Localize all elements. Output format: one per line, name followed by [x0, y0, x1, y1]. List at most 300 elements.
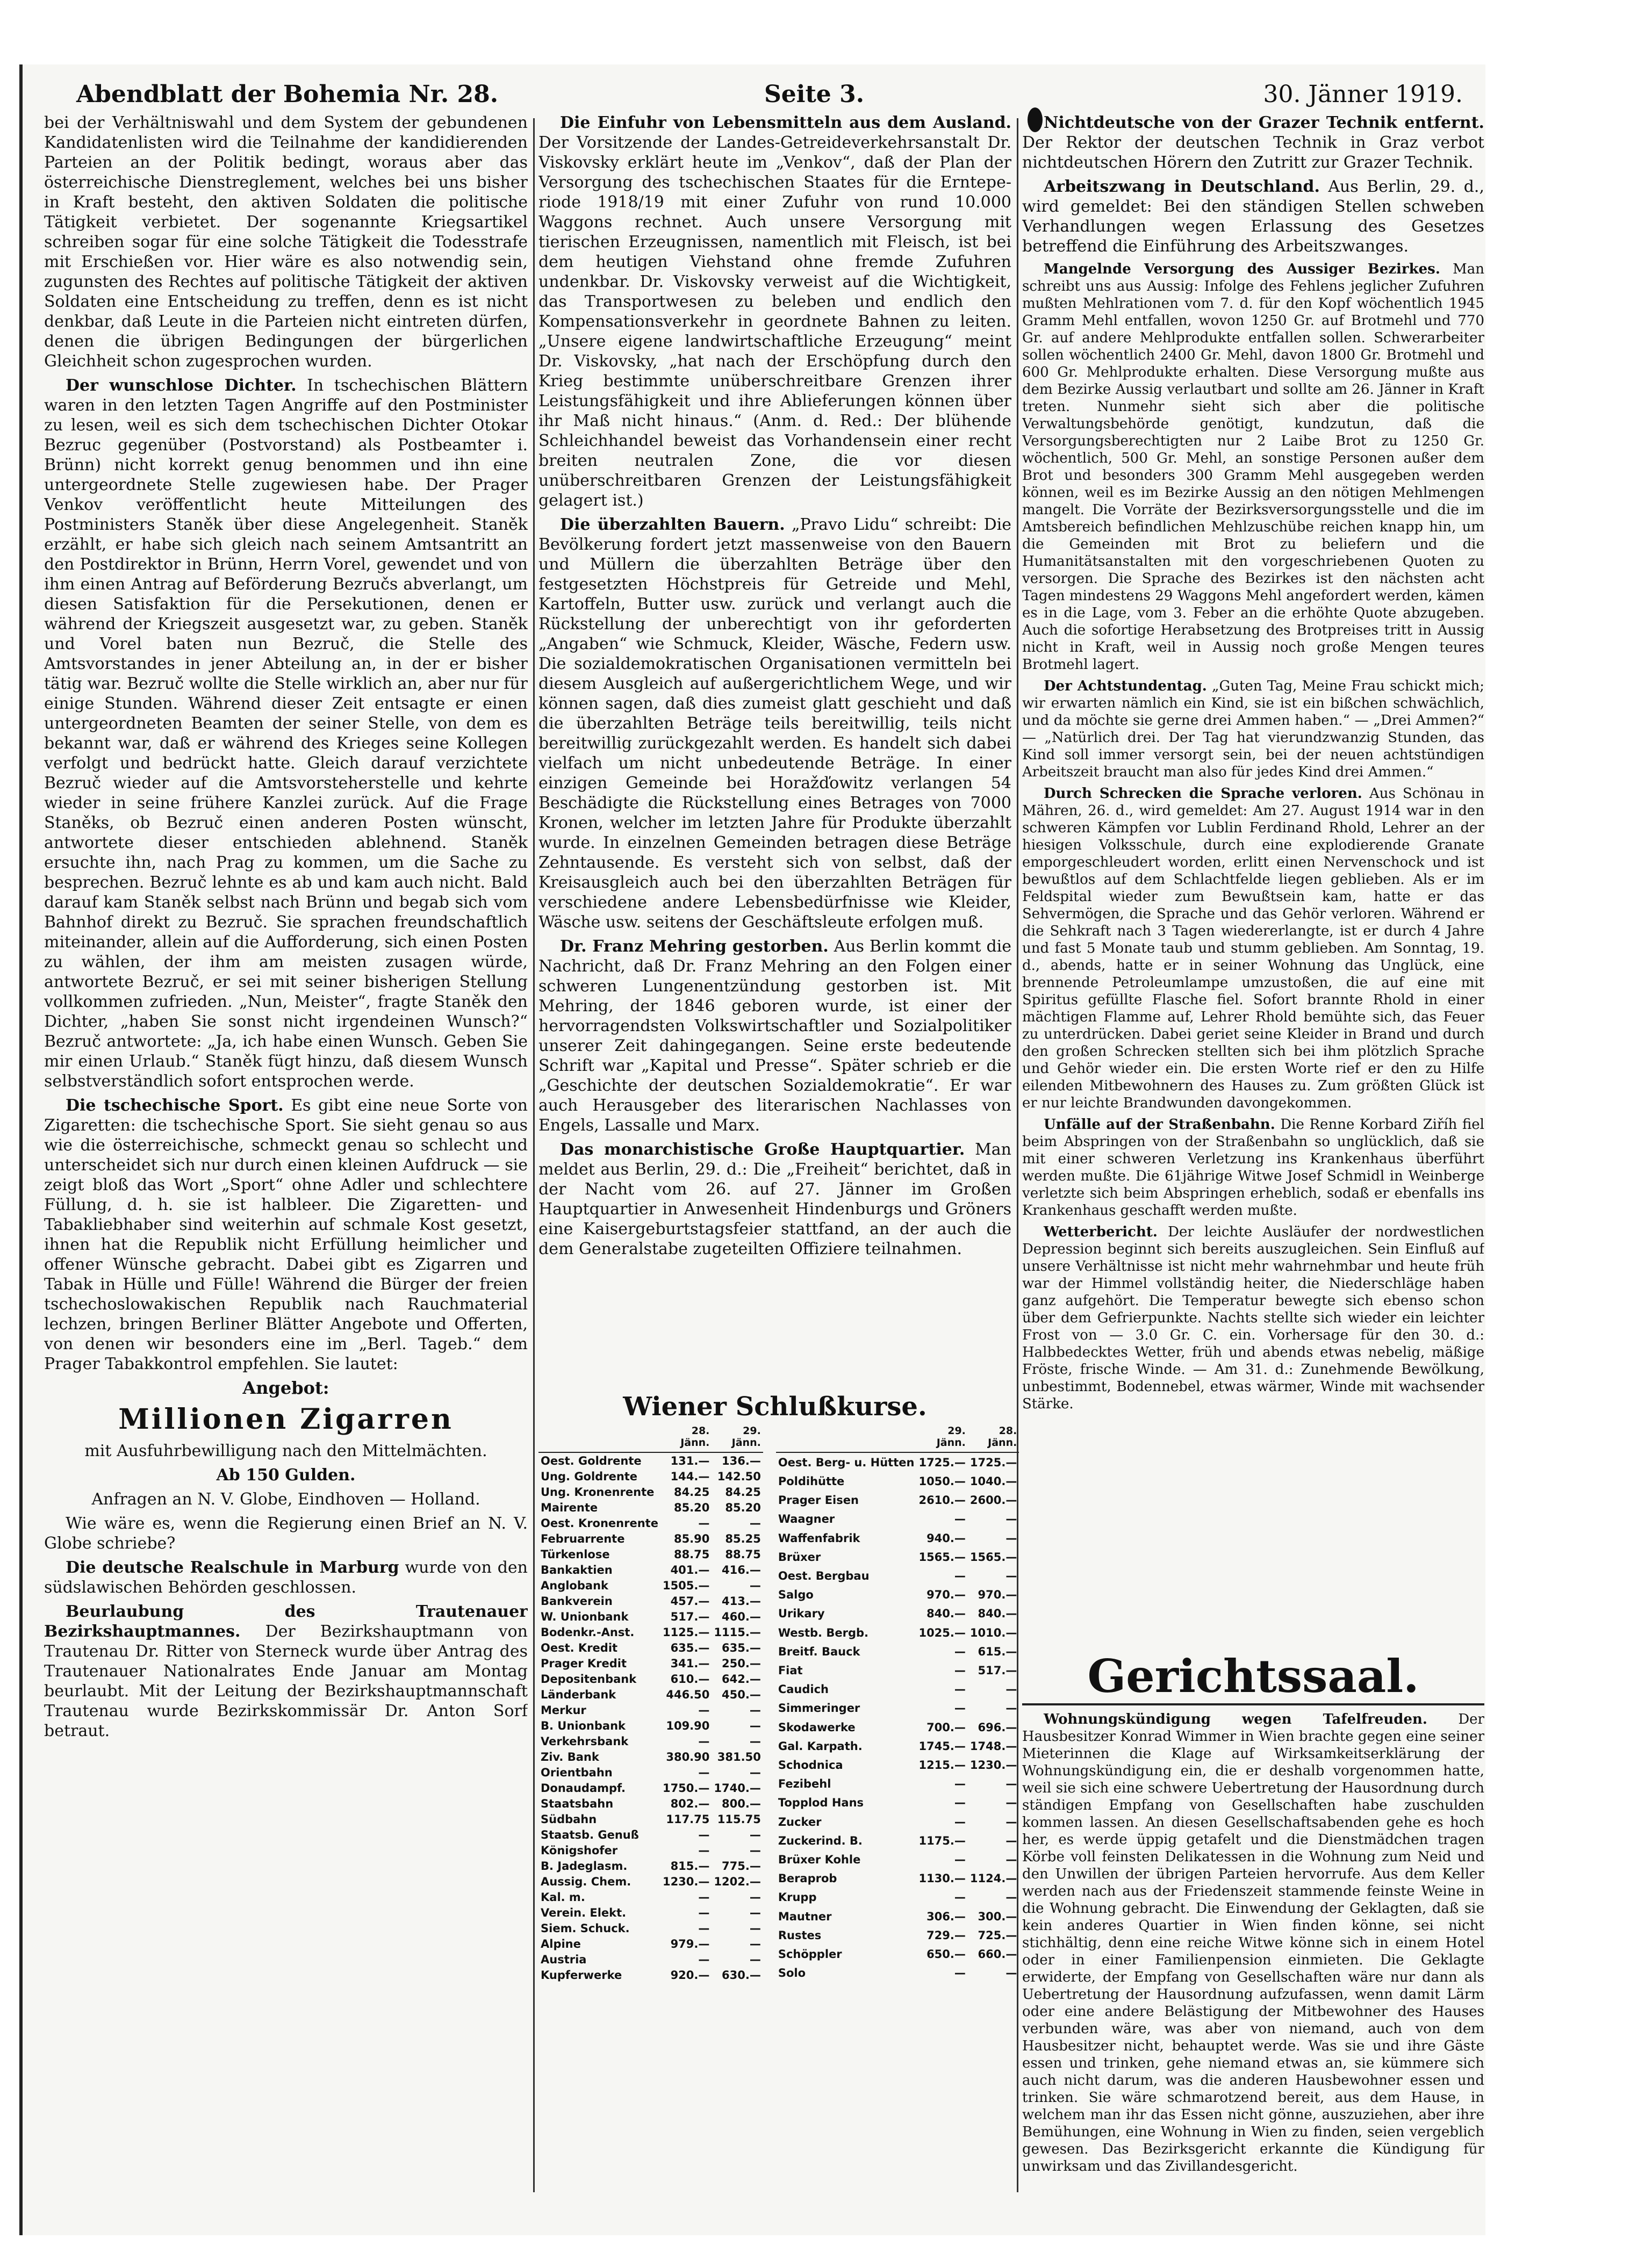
stock-price: 1124.—: [969, 1872, 1017, 1885]
page-header: [55, 70, 1463, 118]
article: [538, 1140, 1011, 1259]
stock-price: 300.—: [978, 1910, 1017, 1923]
stock-price: 115.75: [717, 1812, 761, 1826]
stock-price: 109.90: [666, 1719, 710, 1732]
stock-price: 1745.—: [918, 1739, 966, 1753]
table-row: [538, 1468, 763, 1484]
table-row: [776, 1869, 1019, 1888]
stock-price: —: [1005, 1531, 1017, 1545]
article-text: Der Hausbesitzer Konrad Wimmer in Wien brachte gegen eine seiner Mieterinnen die Klage auf Wirksamkeitserklärung der Wohnungskündigung ein, die er deshalb vorgenommen hatte, weil sie sich eine schwere Uebertretung der Hausordnung durch ständigen Empfang von Gesellschaften habe zuschulden kommen lassen. An diesen Gesellschaftsabenden gehe es hoch her, es werde üppig getafelt und die Dienstmädchen tragen Körbe voll feinsten Delikatessen in die Wohnung zum Neid und den Unwillen der übrigen Parteien hervorrufe. Aus dem Keller werden nach aus der Friedenszeit stammende feinste Weine in die Wohnung gebracht. Die Einwendung der Geklagten, daß sie kein anderes Quartier in Wien finden könne, sei nicht stichhältig, denn eine reiche Witwe könne sich in einem Hotel oder in einer Familienpension einmieten. Die Geklagte erwiderte, der Empfang von Gesellschaften wäre nur dann als Uebertretung der Hausordnung aufzufassen, wenn damit Lärm oder eine andere Belästigung der Mitbewohner des Hauses verbunden wäre, was aber von niemand, auch von dem Hausbesitzer nicht, behauptet werde. Was sie und ihre Gäste essen und trinken, gehe niemand etwas an, sie kümmere sich auch nicht darum, was die anderen Hausbewohner essen und trinken. Sie wäre schmarotzend bereit, aus dem Hause, in welchem man ihr das Essen nicht gönne, auszuziehen, aber ihre Bemühungen, eine Wohnung in Wien zu finden, seien vergeblich gewesen. Das Bezirksgericht erkannte die Kündigung für unwirksam und das Zivillandesgericht.: [1022, 1711, 1484, 2175]
article-headline: Die überzahlten Bauern.: [560, 515, 785, 534]
article: [1022, 1711, 1484, 2175]
stock-name: Kal. m.: [541, 1890, 585, 1904]
table-row: [776, 1604, 1019, 1623]
stock-price: 635.—: [670, 1641, 710, 1654]
table-row: [776, 1699, 1019, 1718]
column-2: [538, 113, 1011, 1381]
article-text: Der Bezirkshauptmann von Trautenau Dr. Ritter von Sterneck wurde über Antrag des Trautenauer Nationalrates Ende Januar am Montag beurlaubt. Mit der Leitung der Bezirkshauptmannschaft Trautenau wurde Bezirkskommissär Dr. Anton Sorf betraut.: [44, 1622, 528, 1740]
stock-name: Oest. Goldrente: [541, 1454, 642, 1467]
stock-price: —: [698, 1703, 710, 1717]
stock-name: Oest. Kronenrente: [541, 1516, 658, 1530]
table-row: [538, 1858, 763, 1874]
stock-price: 85.20: [673, 1501, 710, 1514]
stock-price: 416.—: [722, 1563, 761, 1576]
stock-price: —: [698, 1734, 710, 1748]
table-row: [538, 1920, 763, 1936]
stock-name: Siem. Schuck.: [541, 1921, 630, 1935]
article-headline: Nichtdeutsche von der Grazer Technik entfernt.: [1044, 113, 1484, 132]
stock-name: Staatsbahn: [541, 1797, 614, 1810]
article-headline: Der Achtstundentag.: [1044, 678, 1207, 694]
table-row: [776, 1907, 1019, 1926]
stock-quotes: [538, 1392, 1017, 2208]
table-row: [538, 1718, 763, 1733]
stock-price: 1725.—: [918, 1456, 966, 1469]
stock-price: 450.—: [722, 1688, 761, 1701]
stock-name: Ziv. Bank: [541, 1750, 599, 1763]
stock-price: —: [954, 1891, 966, 1904]
stock-price: —: [1005, 1569, 1017, 1583]
table-row: [538, 1936, 763, 1952]
stock-name: Türkenlose: [541, 1547, 610, 1561]
table-row: [538, 1952, 763, 1967]
stock-name: Rustes: [778, 1928, 822, 1942]
stock-name: Austria: [541, 1953, 587, 1966]
table-row: [776, 1642, 1019, 1661]
article-text: bei der Verhältniswahl und dem System der gebundenen Kandidatenlisten wird die Teilnahme der kandidierenden Parteien an der Politik bedingt, woraus aber das österreichische Dienstreglement, welches bei uns bisher in Kraft besteht, den aktiven Soldaten die politische Tätigkeit verbietet. Der sogenannte Kriegsartikel schreiben sogar für eine solche Tätigkeit die Todesstrafe mit Erschießen vor. Hier wäre es also notwendig sein, zugunsten des Rechtes auf politische Tätigkeit der aktiven Soldaten eine Entscheidung zu treffen, denn es ist nicht denkbar, daß Leute in die Parteien nicht eintreten dürfen, denen die übrigen Bedingungen der bürgerlichen Gleichheit schon zugesprochen wurden.: [44, 113, 528, 371]
article-headline: Dr. Franz Mehring gestorben.: [560, 937, 829, 956]
stock-price: —: [698, 1766, 710, 1779]
column-header: 28. Jänn.: [660, 1425, 712, 1452]
article: [1022, 785, 1484, 1112]
article: [1022, 678, 1484, 781]
stock-name: Westb. Bergb.: [778, 1626, 868, 1639]
stock-price: 1175.—: [918, 1834, 966, 1847]
stock-price: 729.—: [926, 1928, 966, 1942]
article: [538, 937, 1011, 1135]
stock-price: —: [749, 1734, 761, 1748]
stock-name: Fezibehl: [778, 1777, 831, 1791]
stock-name: Aussig. Chem.: [541, 1875, 631, 1888]
table-row: [776, 1812, 1019, 1831]
stock-price: 84.25: [725, 1485, 761, 1499]
stock-price: —: [954, 1796, 966, 1810]
stock-price: 144.—: [670, 1470, 710, 1483]
stock-price: 517.—: [978, 1664, 1017, 1677]
stock-price: —: [954, 1815, 966, 1828]
stock-price: —: [749, 1844, 761, 1857]
stock-price: —: [749, 1766, 761, 1779]
stock-price: 802.—: [670, 1797, 710, 1810]
stock-price: —: [1005, 1796, 1017, 1810]
article-headline: Durch Schrecken die Sprache verloren.: [1044, 786, 1362, 802]
table-header-row: [776, 1425, 1019, 1452]
article: [1022, 177, 1484, 256]
stock-name: Brüxer: [778, 1550, 821, 1564]
article-text: Aus Schönau in Mähren, 26. d., wird gemeldet: Am 27. August 1914 war in den schweren Kämpfen vor Lublin Ferdinand Rhold, Lehrer an der hiesigen Volksschule, durch eine explodierende Granate emporgeschleudert worden, erlitt einen Nervenschock und ist bewußtlos auf dem Schlachtfelde liegen geblieben. Als er im Feldspital wieder zum Bewußtsein kam, hatte er das Sehvermögen, die Sprache und das Gehör verloren. Während er die Sehkraft nach 3 Tagen wiedererlangte, ist er durch 4 Jahre und fast 5 Monate taub und stumm geblieben. Am Sonntag, 19. d., abends, hatte er in seiner Wohnung das Unglück, eine brennende Petroleumlampe umzustoßen, die auf eine mit Spiritus gefüllte Flasche fiel. Sofort brannte Rhold in einer mächtigen Flamme auf, Lehrer Rhold bemühte sich, das Feuer zu unterdrücken. Dabei geriet seine Kleider in Brand und durch den großen Schrecken stellten sich bei ihm plötzlich Sprache und Gehör wieder ein. Die ersten Worte rief er den zu Hilfe eilenden Mitbewohnern des Hauses zu. Zum größten Glück ist er nur leichte Brandwunden davongekommen.: [1022, 786, 1484, 1111]
article-text: Wie wäre es, wenn die Regierung einen Brief an N. V. Globe schriebe?: [44, 1514, 528, 1553]
stock-price: —: [1005, 1815, 1017, 1828]
stock-price: —: [1005, 1702, 1017, 1715]
stock-name: Waagner: [778, 1513, 835, 1526]
stock-quotes-title: Wiener Schlußkurse.: [623, 1392, 927, 1422]
table-row: [538, 1780, 763, 1796]
stock-price: 380.90: [666, 1750, 710, 1763]
stock-price: 250.—: [722, 1657, 761, 1670]
article-headline: Unfälle auf der Straßenbahn.: [1044, 1117, 1275, 1133]
table-row: [776, 1888, 1019, 1907]
stock-price: —: [1005, 1834, 1017, 1847]
stock-price: 1050.—: [918, 1475, 966, 1488]
table-row: [538, 1765, 763, 1780]
table-row: [538, 1515, 763, 1531]
stock-price: —: [749, 1953, 761, 1966]
table-row: [538, 1531, 763, 1546]
stock-name: Ung. Kronenrente: [541, 1485, 655, 1499]
stock-price: 1115.—: [714, 1625, 761, 1639]
stock-price: 341.—: [670, 1657, 710, 1670]
article-headline: Wohnungskündigung wegen Tafelfreuden.: [1044, 1711, 1427, 1727]
table-row: [538, 1546, 763, 1562]
stock-price: —: [954, 1645, 966, 1658]
stock-price: —: [1005, 1891, 1017, 1904]
stock-price: 979.—: [670, 1937, 710, 1950]
table-row: [538, 1562, 763, 1578]
table-row: [538, 1967, 763, 1983]
table-row: [538, 1905, 763, 1920]
stock-table-right: [776, 1425, 1019, 1983]
stock-price: 1215.—: [918, 1759, 966, 1772]
stock-price: 1740.—: [714, 1781, 761, 1795]
stock-price: 1230.—: [662, 1875, 710, 1888]
stock-price: —: [698, 1890, 710, 1904]
stock-price: 85.20: [725, 1501, 761, 1514]
stock-price: —: [698, 1516, 710, 1530]
stock-name: Königshofer: [541, 1844, 618, 1857]
stock-price: —: [698, 1953, 710, 1966]
stock-name: Verein. Elekt.: [541, 1906, 627, 1919]
stock-price: 1025.—: [918, 1626, 966, 1639]
article: [538, 113, 1011, 510]
stock-name: Oest. Berg- u. Hütten: [778, 1456, 915, 1469]
stock-price: —: [1005, 1513, 1017, 1526]
stock-price: —: [954, 1569, 966, 1583]
stock-price: —: [698, 1906, 710, 1919]
table-row: [776, 1566, 1019, 1585]
article-headline: Der wunschlose Dichter.: [66, 376, 297, 395]
stock-price: 381.50: [717, 1750, 761, 1763]
table-row: [776, 1452, 1019, 1472]
stock-price: 401.—: [670, 1563, 710, 1576]
stock-name: Anglobank: [541, 1579, 608, 1592]
stock-name: Südbahn: [541, 1812, 597, 1826]
stock-name: Schöppler: [778, 1948, 842, 1961]
stock-name: Merkur: [541, 1703, 586, 1717]
stock-price: 970.—: [926, 1588, 966, 1602]
article-text: „Pravo Lidu“ schreibt: Die Bevölkerung fordert jetzt massenweise von den Bauern und Müllern die überzahlten Beträge über den festgesetzten Höchstpreis für Getreide und Mehl, Kartoffeln, Butter usw. zurück und verlangt auch die Rückstellung der unberechtigt von ihr geforderten „Angaben“ wie Schmuck, Kleider, Wäsche, Federn usw. Die sozialdemokratischen Organisationen vermitteln bei diesem Ausgleich auf außergerichtlichem Wege, und wir können sagen, daß dies zumeist glatt geschieht und daß die überzahlten Beträge teils bereitwillig, teils nicht bereitwillig zurückgezahlt werden. Es handelt sich dabei vielfach um nicht unbedeutende Beträge. In einer einzigen Gemeinde bei Horažďowitz verlangen 54 Beschädigte die Rückstellung eines Betrages von 7000 Kronen, welcher im letzten Jahre für Produkte überzahlt wurde. In einzelnen Gemeinden betragen diese Beträge Zehntausende. Es versteht sich von selbst, daß der Kreisausgleich auch bei den überzahlten Beträgen für verschiedene andere Lebensbedürfnisse wie Kleider, Wäsche usw. seitens der Geschäftsleute erfolgen muß.: [538, 515, 1011, 932]
article-headline: Die deutsche Realschule in Marburg: [66, 1558, 399, 1577]
stock-price: 413.—: [722, 1594, 761, 1608]
table-row: [538, 1484, 763, 1500]
ad-line: Anfragen an N. V. Globe, Eindhoven — Holland.: [91, 1490, 480, 1509]
article-text: Der Vorsitzende der Landes-Getreideverkehrsanstalt Dr. Viskovsky erklärt heute im „Venkov“, daß der Plan der Versorgung des tschechischen Staates für die Erntepe-riode 1918/19 mit einer Zufuhr von rund 10.000 Waggons rechnet. Auch unsere Versorgung mit tierischen Erzeugnissen, namentlich mit Fleisch, ist bei dem heutigen Viehstand ohne fremde Zufuhren undenkbar. Dr. Viskovsky verweist auf die Wichtigkeit, das Transportwesen zu beleben und endlich den Kompensationsverkehr in geordnete Bahnen zu leiten. „Unsere eigene landwirtschaftliche Erzeugung“ meint Dr. Viskovsky, „hat nach der Erschöpfung durch den Krieg bestimmte unüberschreitbare Grenzen ihrer Leistungsfähigkeit und ihre Ablieferungen können über ihr Maß nicht hinaus.“ (Anm. d. Red.: Der blühende Schleichhandel beweist das Vorhandensein einer recht breiten neutralen Zone, die vor diesen unüberschreitbaren Grenzen der Leistungsfähigkeit gelagert ist.): [538, 133, 1011, 510]
article-headline: Das monarchistische Große Hauptquartier.: [560, 1140, 965, 1159]
stock-name: Mautner: [778, 1910, 832, 1923]
stock-name: Alpine: [541, 1937, 581, 1950]
table-row: [538, 1733, 763, 1749]
stock-name: Gal. Karpath.: [778, 1739, 863, 1753]
table-row: [538, 1796, 763, 1811]
column-header: [538, 1425, 660, 1452]
stock-price: —: [749, 1719, 761, 1732]
stock-price: 1565.—: [969, 1550, 1017, 1564]
stock-price: 660.—: [978, 1948, 1017, 1961]
article: [1022, 113, 1484, 172]
stock-price: —: [749, 1921, 761, 1935]
stock-price: 610.—: [670, 1672, 710, 1686]
stock-price: 142.50: [717, 1470, 761, 1483]
table-row: [538, 1452, 763, 1468]
stock-name: Brüxer Kohle: [778, 1853, 861, 1867]
stock-table-left: [538, 1425, 763, 1983]
stock-price: 615.—: [978, 1645, 1017, 1658]
ad-headline: Millionen Zigarren: [118, 1403, 454, 1436]
table-row: [538, 1702, 763, 1718]
stock-name: B. Unionbank: [541, 1719, 626, 1732]
stock-name: Februarrente: [541, 1532, 625, 1545]
stock-price: —: [1005, 1853, 1017, 1867]
table-row: [538, 1687, 763, 1702]
table-row: [538, 1842, 763, 1858]
stock-name: Donaudampf.: [541, 1781, 626, 1795]
table-row: [776, 1850, 1019, 1869]
stock-name: Zucker: [778, 1815, 822, 1828]
table-row: [538, 1640, 763, 1655]
table-row: [538, 1578, 763, 1593]
table-row: [776, 1794, 1019, 1812]
stock-name: Prager Eisen: [778, 1494, 859, 1507]
stock-price: 88.75: [673, 1547, 710, 1561]
table-row: [776, 1529, 1019, 1547]
stock-price: 88.75: [725, 1547, 761, 1561]
stock-price: 970.—: [978, 1588, 1017, 1602]
stock-name: Beraprob: [778, 1872, 837, 1885]
table-row: [776, 1737, 1019, 1755]
article-headline: Arbeitszwang in Deutschland.: [1044, 177, 1320, 196]
stock-price: 1750.—: [662, 1781, 710, 1795]
stock-price: —: [749, 1906, 761, 1919]
stock-price: —: [749, 1828, 761, 1841]
stock-price: 1040.—: [969, 1475, 1017, 1488]
table-row: [776, 1586, 1019, 1604]
table-row: [776, 1491, 1019, 1510]
stock-name: Waffenfabrik: [778, 1531, 860, 1545]
table-row: [538, 1827, 763, 1842]
ad-line: Ab 150 Gulden.: [216, 1466, 356, 1485]
stock-price: —: [954, 1777, 966, 1791]
article-text: Es gibt eine neue Sorte von Zigaretten: die tschechische Sport. Sie sieht genau so aus wie die österreichische, schmeckt genau so schlecht und unterscheidet sich nur durch einen kleinen Aufdruck — sie zeigt bloß das Wort „Sport“ ohne Adler und schlechtere Füllung, d. h. sie ist halbleer. Die Zigaretten- und Tabakliebhaber sind weiterhin auf schmale Kost gesetzt, ihnen hat die Republik nicht Erfüllung heimlicher und offener Wünsche gebracht. Dabei gibt es Zigarren und Tabak in Hülle und Fülle! Während die Bürger der freien tschechoslowakischen Republik nach Rauchmaterial lechzen, bringen Berliner Blätter Angebote und Offerten, von denen wir besonders eine im „Berl. Tageb.“ dem Prager Tabakkontrol empfehlen. Sie lautet:: [44, 1096, 528, 1373]
stock-price: —: [749, 1579, 761, 1592]
stock-name: Poldihütte: [778, 1475, 845, 1488]
stock-price: —: [954, 1967, 966, 1980]
stock-price: —: [1005, 1777, 1017, 1791]
header-date: 30. Jänner 1919.: [1263, 81, 1463, 108]
table-row: [776, 1472, 1019, 1491]
column-divider: [533, 118, 535, 2192]
stock-price: 696.—: [978, 1720, 1017, 1734]
table-row: [538, 1811, 763, 1827]
column-header: [776, 1425, 917, 1452]
ad-line: mit Ausfuhrbewilligung nach den Mittelmächten.: [84, 1442, 487, 1460]
table-row: [776, 1755, 1019, 1774]
stock-price: 136.—: [722, 1454, 761, 1467]
table-row: [538, 1874, 763, 1889]
stock-price: 2610.—: [918, 1494, 966, 1507]
stock-price: 920.—: [670, 1968, 710, 1982]
article-headline: Mangelnde Versorgung des Aussiger Bezirkes.: [1044, 261, 1440, 277]
column-header: 29. Jänn.: [916, 1425, 967, 1452]
table-row: [538, 1749, 763, 1765]
newspaper-page: [19, 64, 1485, 2235]
article-headline: Wetterbericht.: [1044, 1224, 1158, 1240]
article: [1022, 1116, 1484, 1219]
stock-price: 460.—: [722, 1610, 761, 1623]
table-row: [776, 1661, 1019, 1680]
stock-price: 457.—: [670, 1594, 710, 1608]
stock-name: Skodawerke: [778, 1720, 856, 1734]
article: [1022, 261, 1484, 673]
article-text: „Guten Tag, Meine Frau schickt mich; wir erwarten nämlich ein Kind, sie ist ein bißchen schwächlich, und da möchte sie gerne drei Ammen haben.“ — „Drei Ammen?“ — „Natürlich drei. Der Tag hat vierundzwanzig Stunden, das Kind soll immer versorgt sein, bei der neuen achtstündigen Arbeitszeit braucht man also für jedes Kind drei Ammen.“: [1022, 678, 1484, 780]
stock-price: —: [749, 1516, 761, 1530]
stock-price: 1505.—: [662, 1579, 710, 1592]
table-row: [776, 1547, 1019, 1566]
stock-name: Verkehrsbank: [541, 1734, 629, 1748]
stock-name: Orientbahn: [541, 1766, 613, 1779]
table-row: [538, 1609, 763, 1624]
article-text: Aus Berlin, 29. d., wird gemeldet: Bei den ständigen Stellen schweben Verhandlungen wegen Erlassung des Gesetzes betreffend die Einführung des Arbeitszwanges.: [1022, 177, 1484, 256]
table-row: [538, 1889, 763, 1905]
header-page-number: Seite 3.: [764, 81, 865, 108]
stock-price: —: [954, 1513, 966, 1526]
table-row: [776, 1680, 1019, 1699]
stock-price: —: [954, 1683, 966, 1696]
stock-name: Simmeringer: [778, 1702, 860, 1715]
article: [538, 515, 1011, 932]
stock-price: 635.—: [722, 1641, 761, 1654]
stock-name: Staatsb. Genuß: [541, 1828, 639, 1841]
stock-price: —: [954, 1664, 966, 1677]
stock-name: Oest. Bergbau: [778, 1569, 870, 1583]
stock-price: 117.75: [666, 1812, 710, 1826]
stock-price: 446.50: [666, 1688, 710, 1701]
table-row: [538, 1500, 763, 1515]
table-row: [776, 1945, 1019, 1963]
table-row: [776, 1775, 1019, 1794]
stock-price: 775.—: [722, 1859, 761, 1873]
stock-price: 1130.—: [918, 1872, 966, 1885]
stock-price: 517.—: [670, 1610, 710, 1623]
stock-name: Depositenbank: [541, 1672, 637, 1686]
stock-price: 1230.—: [969, 1759, 1017, 1772]
stock-name: Kupferwerke: [541, 1968, 622, 1982]
stock-name: Zuckerind. B.: [778, 1834, 863, 1847]
article: [44, 1558, 528, 1597]
stock-price: —: [1005, 1967, 1017, 1980]
stock-price: 650.—: [926, 1948, 966, 1961]
article-text: Die Renne Korbard Ziříh fiel beim Abspringen von der Straßenbahn so unglücklich, daß sie mit einer schweren Verletzung ins Krankenhaus überführt werden mußte. Die 61jährige Witwe Josef Schmidl in Weinberge verletzte sich beim Abspringen erheblich, sodaß er ebenfalls ins Krankenhaus geschafft werden mußte.: [1022, 1117, 1484, 1219]
stock-price: 1125.—: [662, 1625, 710, 1639]
stock-price: 85.90: [673, 1532, 710, 1545]
stock-name: Mairente: [541, 1501, 598, 1514]
table-row: [538, 1655, 763, 1671]
table-header-row: [538, 1425, 763, 1452]
stock-price: 840.—: [978, 1607, 1017, 1621]
article-text: wurde von den südslawischen Behörden geschlossen.: [44, 1558, 528, 1597]
stock-price: 1748.—: [969, 1739, 1017, 1753]
article-text: Der leichte Ausläufer der nordwestlichen Depression beginnt sich bereits auszugleichen. Sein Einfluß auf unsere Verhältnisse ist nicht mehr wahrnehmbar und heute früh war der Himmel vollständig heiter, die Niederschläge haben ganz aufgehört. Die Temperatur bewegte sich ebenso schon über dem Gefrierpunkte. Nachts stellte sich wieder ein leichter Frost von — 3.0 Gr. C. ein. Vorhersage für den 30. d.: Halbbedecktes Wetter, früh und abends etwas nebelig, mäßige Fröste, frische Winde. — Am 31. d.: Zunehmende Bewölkung, unbestimmt, Bodennebel, etwas wärmer, Winde mit wachsender Stärke.: [1022, 1224, 1484, 1412]
stock-price: 815.—: [670, 1859, 710, 1873]
stock-price: —: [698, 1844, 710, 1857]
stock-price: 700.—: [926, 1720, 966, 1734]
column-header: 28. Jänn.: [968, 1425, 1019, 1452]
header-masthead: Abendblatt der Bohemia Nr. 28.: [76, 81, 499, 108]
table-row: [776, 1964, 1019, 1983]
stock-name: Bodenkr.-Anst.: [541, 1625, 635, 1639]
stock-name: Bankverein: [541, 1594, 613, 1608]
stock-price: —: [698, 1828, 710, 1841]
stock-price: 85.25: [725, 1532, 761, 1545]
stock-price: 800.—: [722, 1797, 761, 1810]
stock-name: Schodnica: [778, 1759, 843, 1772]
table-row: [776, 1831, 1019, 1850]
table-row: [776, 1718, 1019, 1737]
table-row: [776, 1623, 1019, 1642]
article-headline: Beurlaubung des Trautenauer Bezirkshauptmannes.: [44, 1602, 528, 1641]
stock-price: —: [1005, 1683, 1017, 1696]
article: [44, 1096, 528, 1374]
column-header: 29. Jänn.: [712, 1425, 763, 1452]
stock-name: Oest. Kredit: [541, 1641, 618, 1654]
article-text: In tschechischen Blättern waren in den letzten Tagen Angriffe auf den Postminister zu lesen, weil es sich dem tschechischen Dichter Otokar Bezruc gegenüber (Postvorstand) als Postbeamter i. Brünn) nicht korrekt genug benommen und ihn eine untergeordnete Stelle zugewiesen habe. Der Prager Venkov veröffentlicht heute Mitteilungen des Postministers Staněk über diese Angelegenheit. Staněk erzählt, er habe sich gleich nach seinem Amtsantritt an den Postdirektor in Brünn, Herrn Vorel, gewendet und von ihm einen Antrag auf Beförderung Bezručs abverlangt, um diesen Satisfaktion für die Persekutionen, denen er während der Kriegszeit ausgesetzt war, zu geben. Staněk und Vorel baten nun Bezruč, die Stelle des Amtsvorstandes in jener Abteilung an, in der er bisher tätig war. Bezruč wollte die Stelle wirklich an, aber nur für einige Stunden. Während dieser Zeit entsagte er einen untergeordneten Beamten der seiner Stelle, von dem es bekannt war, daß er während des Krieges seine Kollegen verfolgt und bedrückt hatte. Gleich darauf verzichtete Bezruč wieder auf die Amtsvorsteherstelle und kehrte wieder in seine frühere Kanzlei zurück. Auf die Frage Staněks, ob Bezruč einen anderen Posten wünscht, antwortete dieser entschieden ablehnend. Staněk ersuchte ihn, nach Prag zu kommen, um die Sache zu besprechen. Bezruč lehnte es ab und kam auch nicht. Bald darauf kam Staněk selbst nach Brünn und begab sich vom Bahnhof direkt zu Bezruč. Sie sprachen freundschaftlich miteinander, allein auf die Aufforderung, sich einen Posten zu wählen, der ihm am meisten zusagen würde, antwortete Bezruč, er sei mit seiner bisherigen Stellung vollkommen zufrieden. „Nun, Meister“, fragte Staněk den Dichter, „haben Sie sonst nicht irgendeinen Wunsch?“ Bezruč antwortete: „Ja, ich habe einen Wunsch. Geben Sie mir einen Urlaub.“ Staněk fügt hinzu, daß diesem Wunsch selbstverständlich sofort entsprochen werde.: [44, 376, 528, 1091]
stock-price: 1010.—: [969, 1626, 1017, 1639]
article: [1022, 1223, 1484, 1413]
stock-price: 306.—: [926, 1910, 966, 1923]
stock-price: —: [749, 1937, 761, 1950]
stock-price: —: [749, 1703, 761, 1717]
stock-price: 630.—: [722, 1968, 761, 1982]
court-section-title: Gerichtssaal.: [1022, 1650, 1484, 1705]
stock-price: 84.25: [673, 1485, 710, 1499]
stock-price: 642.—: [722, 1672, 761, 1686]
stock-price: —: [698, 1921, 710, 1935]
stock-price: —: [749, 1890, 761, 1904]
article-text: Der Rektor der deutschen Technik in Graz verbot nichtdeutschen Hörern den Zutritt zur Grazer Technik.: [1022, 133, 1484, 172]
stock-name: Prager Kredit: [541, 1657, 627, 1670]
table-row: [538, 1624, 763, 1640]
stock-name: Breitf. Bauck: [778, 1645, 860, 1658]
table-row: [776, 1510, 1019, 1529]
stock-name: Urikary: [778, 1607, 825, 1621]
stock-name: Länderbank: [541, 1688, 616, 1701]
stock-price: —: [954, 1702, 966, 1715]
table-row: [776, 1926, 1019, 1945]
stock-name: Bankaktien: [541, 1563, 613, 1576]
stock-price: 840.—: [926, 1607, 966, 1621]
stock-name: W. Unionbank: [541, 1610, 629, 1623]
stock-price: 1725.—: [969, 1456, 1017, 1469]
column-1: [44, 113, 528, 2187]
stock-price: 131.—: [670, 1454, 710, 1467]
